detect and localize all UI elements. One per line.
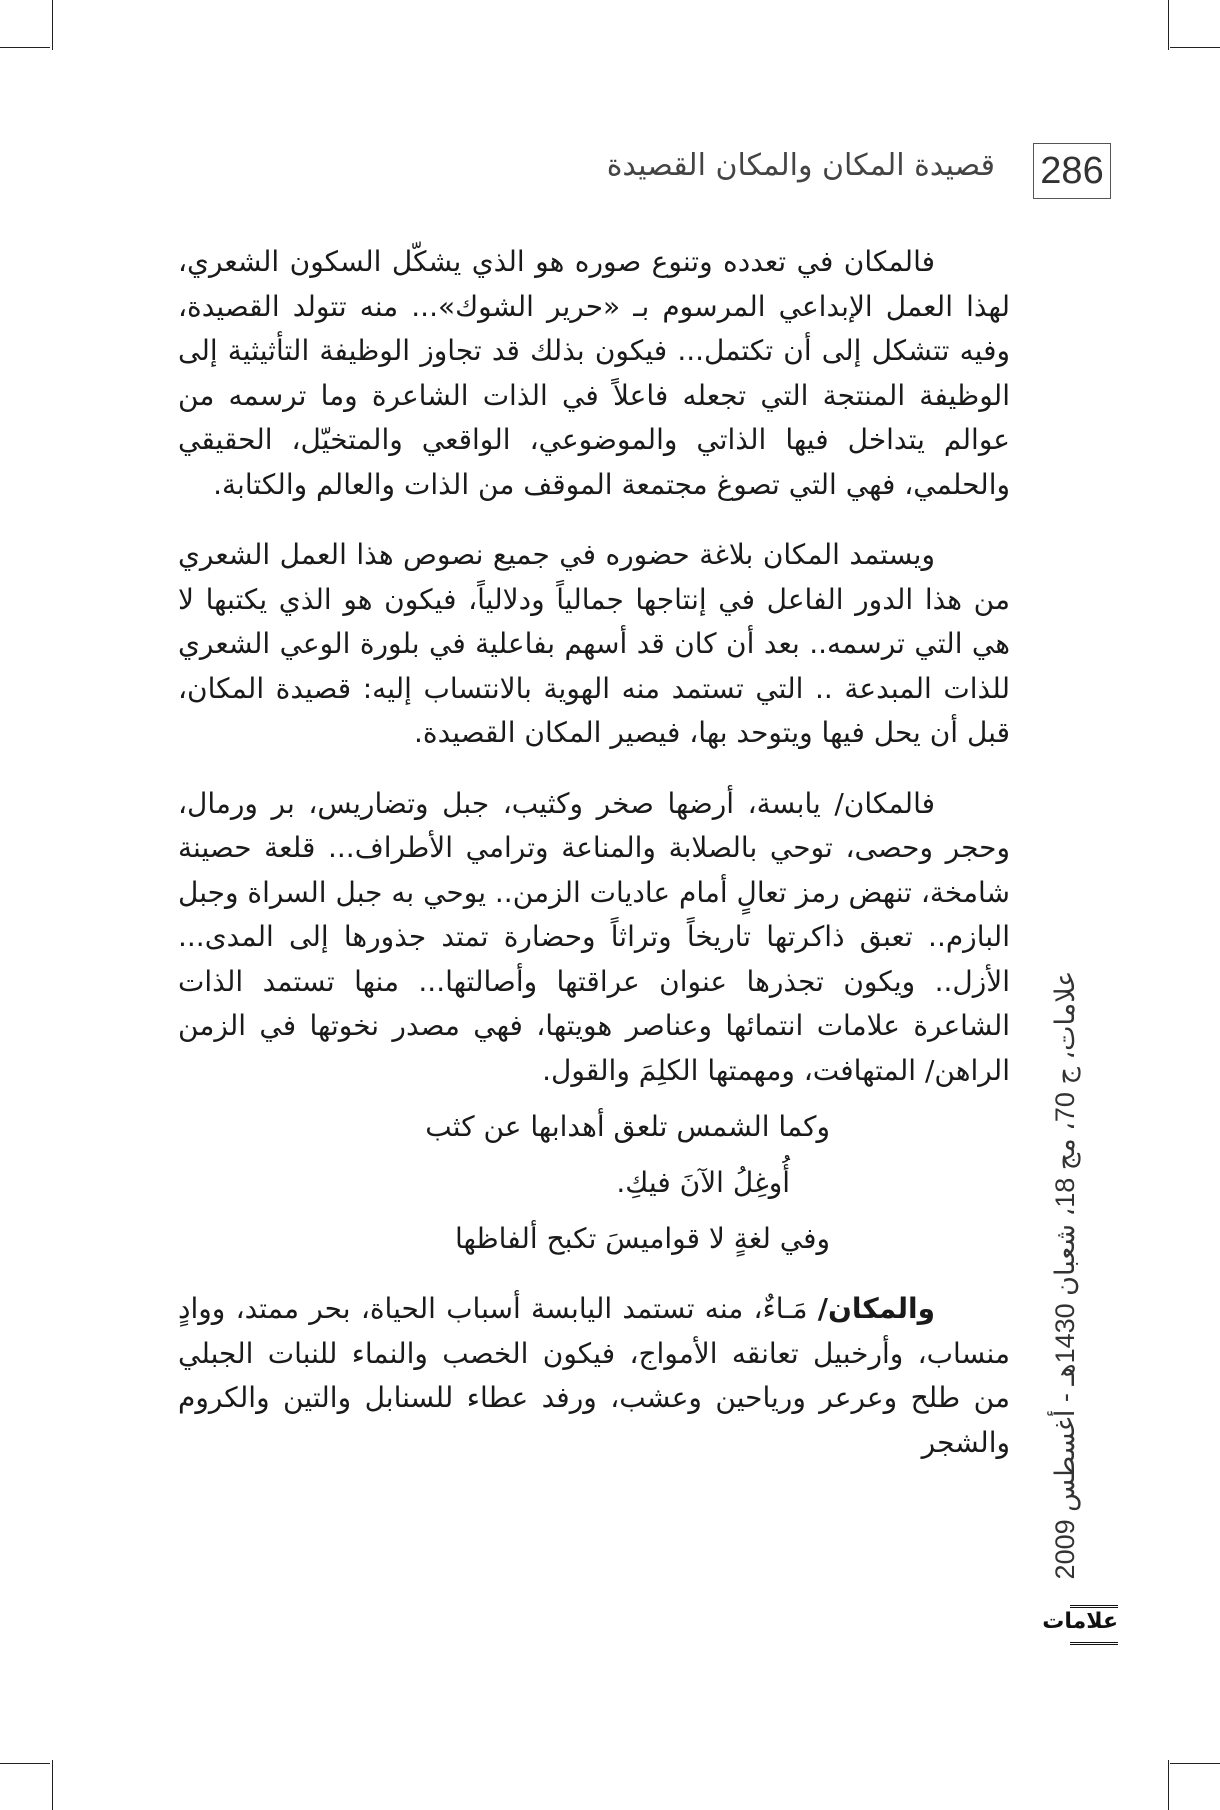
crop-mark	[1170, 1763, 1220, 1764]
verse-line: وكما الشمس تلعق أهدابها عن كثب	[425, 1110, 830, 1143]
journal-logo: علامات	[1070, 1605, 1118, 1645]
paragraph: ويستمد المكان بلاغة حضوره في جميع نصوص هذا العمل الشعري من هذا الدور الفاعل في إنتاجها جمالياً ودلالياً، فيكون هو الذي يكتبها لا هي التي ترسمه.. بعد أن كان قد أسهم بفاعلية في بلورة الوعي الشعري للذات المبدعة .. التي تستمد منه الهوية بالانتساب إليه: قصيدة المكان، قبل أن يحل فيها ويتوحد بها، فيصير المكان القصيدة.	[178, 538, 1010, 749]
crop-mark	[52, 0, 53, 50]
crop-mark	[1168, 0, 1169, 50]
issue-info: علامات، ج 70، مج 18، شعبان 1430هـ - أغسطس 2009	[1050, 970, 1080, 1580]
page-number: 286	[1033, 143, 1111, 199]
crop-mark	[1170, 47, 1220, 48]
paragraph-text: مَـاءٌ، منه تستمد اليابسة أسباب الحياة، بحر ممتد، ووادٍ منساب، وأرخبيل تعانقه الأمواج، فيكون الخصب والنماء للنبات الجبلي من طلح وعرعر ورياحين وعشب، ورفد عطاء للسنابل والتين والكروم والشجر	[178, 1292, 1010, 1459]
crop-mark	[0, 1763, 50, 1764]
bold-lead: والمكان/	[817, 1292, 935, 1325]
verse-line: وفي لغةٍ لا قواميسَ تكبح ألفاظها	[454, 1222, 830, 1255]
paragraph	[178, 1287, 1010, 1465]
running-title: قصيدة المكان والمكان القصيدة	[606, 148, 995, 183]
paragraph: فالمكان في تعدده وتنوع صوره هو الذي يشكّل السكون الشعري، لهذا العمل الإبداعي المرسوم بـ «حرير الشوك»... منه تتولد القصيدة، وفيه تتشكل إلى أن تكتمل... فيكون بذلك قد تجاوز الوظيفة التأثيثية إلى الوظيفة المنتجة التي تجعله فاعلاً في الذات الشاعرة وما ترسمه من عوالم يتداخل فيها الذاتي والموضوعي، الواقعي والمتخيّل، الحقيقي والحلمي، فهي التي تصوغ مجتمعة الموقف من الذات والعالم والكتابة.	[178, 245, 1010, 501]
crop-mark	[52, 1760, 53, 1810]
verse-line: أُوغِلُ الآنَ فيكِ.	[616, 1166, 790, 1199]
crop-mark	[1168, 1760, 1169, 1810]
paragraph: فالمكان/ يابسة، أرضها صخر وكثيب، جبل وتضاريس، بر ورمال، وحجر وحصى، توحي بالصلابة والمناعة وترامي الأطراف... قلعة حصينة شامخة، تنهض رمز تعالٍ أمام عاديات الزمن.. يوحي به جبل السراة وجبل البازم.. تعبق ذاكرتها تاريخاً وتراثاً وحضارة تمتد جذورها إلى المدى... الأزل.. ويكون تجذرها عنوان عراقتها وأصالتها... منها تستمد الذات الشاعرة علامات انتمائها وعناصر هويتها، فهي مصدر نخوتها في الزمن الراهن/ المتهافت، ومهمتها الكلِمَ والقول.	[178, 786, 1010, 1087]
crop-mark	[0, 47, 50, 48]
body-text	[178, 240, 1010, 1491]
